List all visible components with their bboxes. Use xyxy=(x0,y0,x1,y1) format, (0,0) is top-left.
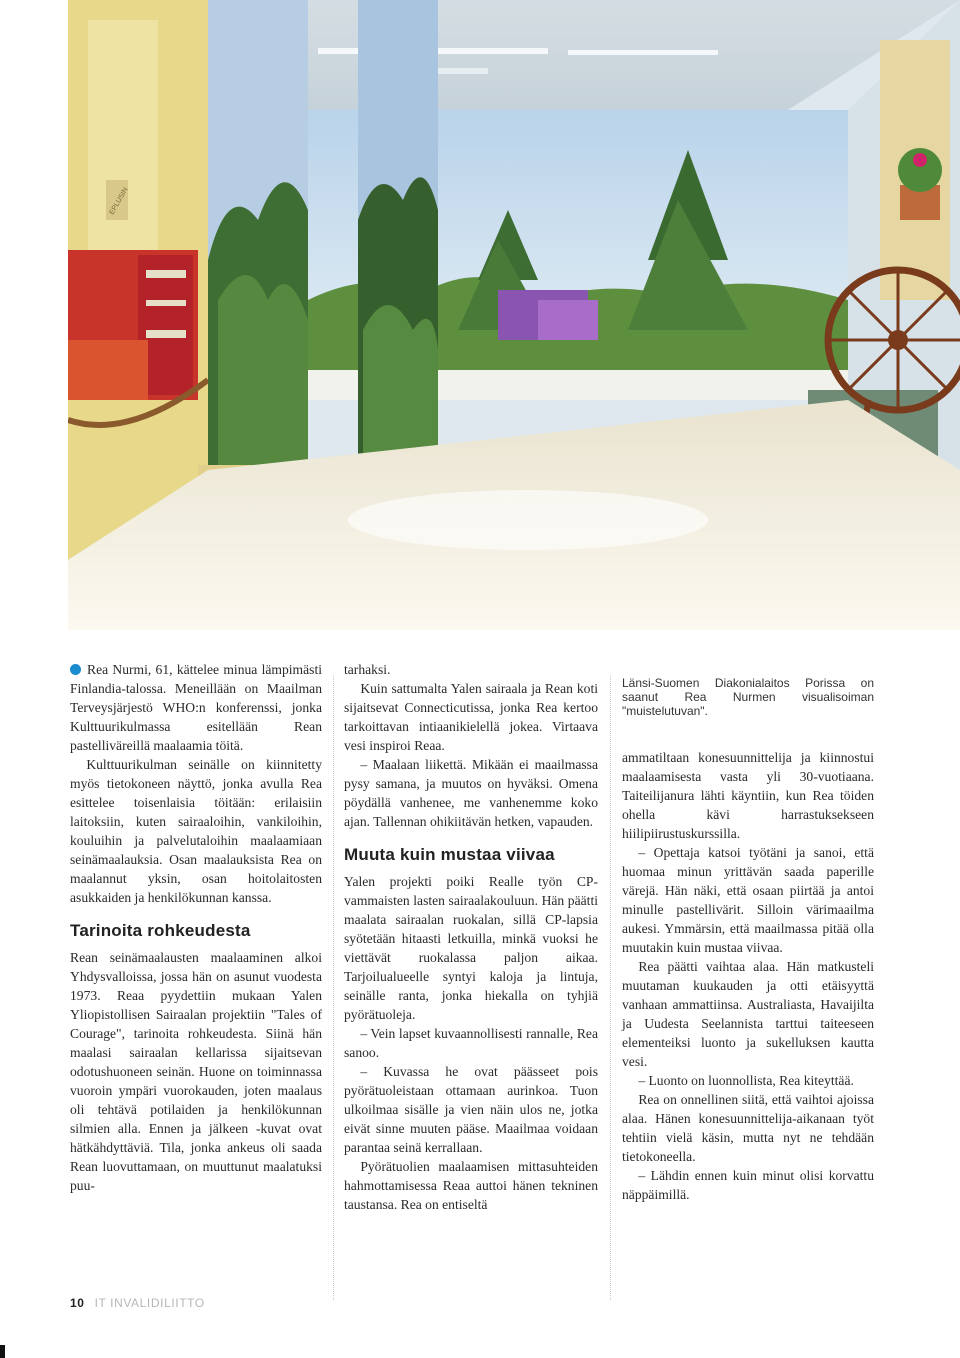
paragraph: – Opettaja katsoi työtäni ja sanoi, että huomaa minun yrittävän saada paperille värejä. Hän näki, että osaan piirtää ja antoi minulle pastellivärit. Silloin värimaailma aukesi. Ymmärsin, että maailmassa pitää olla muutakin kuin mustaa viivaa. xyxy=(622,845,874,955)
paragraph: Kulttuurikulman seinälle on kiinnitetty myös tietokoneen näyttö, jonka avulla Rea esittelee toisenlaisia töitään: erilaisiin laitoksiin, kuten sairaaloihin, vankiloihin, kouluihin ja palvelutaloihin maalaamiaan seinämaalauksia. Osan maalauksista Rea on maalannut yksin, osan hoitolaitosten asukkaiden ja henkilökunnan kanssa. xyxy=(70,757,322,905)
paragraph: – Lähdin ennen kuin minut olisi korvattu näppäimillä. xyxy=(622,1168,874,1202)
paragraph: – Maalaan liikettä. Mikään ei maailmassa pysy samana, ja muutos on hyväksi. Omena pöydällä vanhenee, me vanhenemme koko ajan. Tallennan ohikiitävän hetken, vapauden. xyxy=(344,757,598,829)
paragraph: Rea on onnellinen siitä, että vaihtoi ajoissa alaa. Hänen konesuunnittelija-aikanaan työt tehtiin vielä käsin, mutta nyt ne tehdään tietokoneella. xyxy=(622,1092,874,1164)
door-sign-text: EPLUSIN xyxy=(108,186,130,216)
paragraph: Pyörätuolien maalaamisen mittasuhteiden hahmottamisessa Reaa auttoi hänen tekninen taustansa. Rea on entiseltä xyxy=(344,1159,598,1212)
paragraph: Rea päätti vaihtaa alaa. Hän matkusteli muutaman kuukauden ja otti etäisyyttä vanhaan ammattiinsa. Australiasta, Havaijilta ja Uudesta Seelannista tarttui taiteeseen elementeiksi luonto ja sukelluksen kautta vesi. xyxy=(622,959,874,1069)
article-column-2 xyxy=(344,660,598,1214)
paragraph: – Kuvassa he ovat päässeet pois pyörätuoleistaan ottamaan aurinkoa. Tuon ulkoilmaa sisälle ja vien näin ulos ne, jotka eivät sinne muuten pääse. Maailmaa voidaan parantaa seinä kerrallaan. xyxy=(344,1064,598,1155)
article-column-1 xyxy=(70,660,322,1195)
paragraph: Yalen projekti poiki Realle työn CP-vammaisten lasten sairaalakouluun. Hän päätti maalata sairaalan ruokalan, sillä CP-lapsia syötetään hitaasti letkuilla, minkä vuoksi he viettävät ruokalassa paljon aikaa. Tarjoilualueelle syntyi kaloja ja lintuja, seinälle ranta, jonka hiekalla on tyhjiä pyörätuoleja. xyxy=(344,874,598,1022)
page-footer xyxy=(70,1296,205,1310)
page-number: 10 xyxy=(70,1296,85,1310)
scan-mark xyxy=(0,1345,5,1358)
lead-paragraph: Rea Nurmi, 61, kättelee minua lämpimästi Finlandia-talossa. Meneillään on Maailman Terveysjärjestö WHO:n konferenssi, jonka Kulttuurikulmassa esitellään Rean pastelliväreillä maalaamia töitä. xyxy=(70,662,322,753)
magazine-name: IT INVALIDILIITTO xyxy=(94,1296,205,1310)
photo-caption: Länsi-Suomen Diakonialaitos Porissa on saanut Rea Nurmen visualisoiman "muistelutuvan". xyxy=(622,676,874,718)
paragraph: – Luonto on luonnollista, Rea kiteyttää. xyxy=(638,1073,854,1088)
paragraph: ammatiltaan konesuunnittelija ja kiinnostui maalaamisesta vasta yli 30-vuotiaana. Taiteilijanura lähti käyntiin, kun Rea töiden ohella kävi harrastuksekseen hiilipiirustuskurssilla. xyxy=(622,750,874,841)
section-heading: Tarinoita rohkeudesta xyxy=(70,921,251,940)
paragraph: Rean seinämaalausten maalaaminen alkoi Yhdysvalloissa, jossa hän on asunut vuodesta 1973. Reaa pyydettiin mukaan Yalen Yliopistollisen Sairaalan projektiin "Tales of Courage", tarinoita rohkeudesta. Siinä hän maalasi sairaalan kellarissa sijaitsevan odotushuoneen seinän. Huone on toiminnassa vuoroin ympäri vuorokauden, joten maalaus oli tehtävä potilaiden ja henkilökunnan silmien alla. Ennen ja jälkeen -kuvat ovat hätkähdyttäviä. Tila, jonka ankeus oli saada Rean luovuttamaan, on muuttunut maalatuksi puu- xyxy=(70,950,322,1193)
article-column-3 xyxy=(622,676,874,1204)
paragraph: tarhaksi. xyxy=(344,662,391,677)
paragraph: Kuin sattumalta Yalen sairaala ja Rean koti sijaitsevat Connecticutissa, jonka Rea kertoo tarkoittavan intiaanikielellä jokea. Virtaava vesi inspiroi Reaa. xyxy=(344,681,598,753)
mural-photo xyxy=(68,0,960,630)
section-heading: Muuta kuin mustaa viivaa xyxy=(344,845,555,864)
paragraph: – Vein lapset kuvaannollisesti rannalle, Rea sanoo. xyxy=(344,1026,598,1060)
bullet-icon xyxy=(70,664,81,675)
